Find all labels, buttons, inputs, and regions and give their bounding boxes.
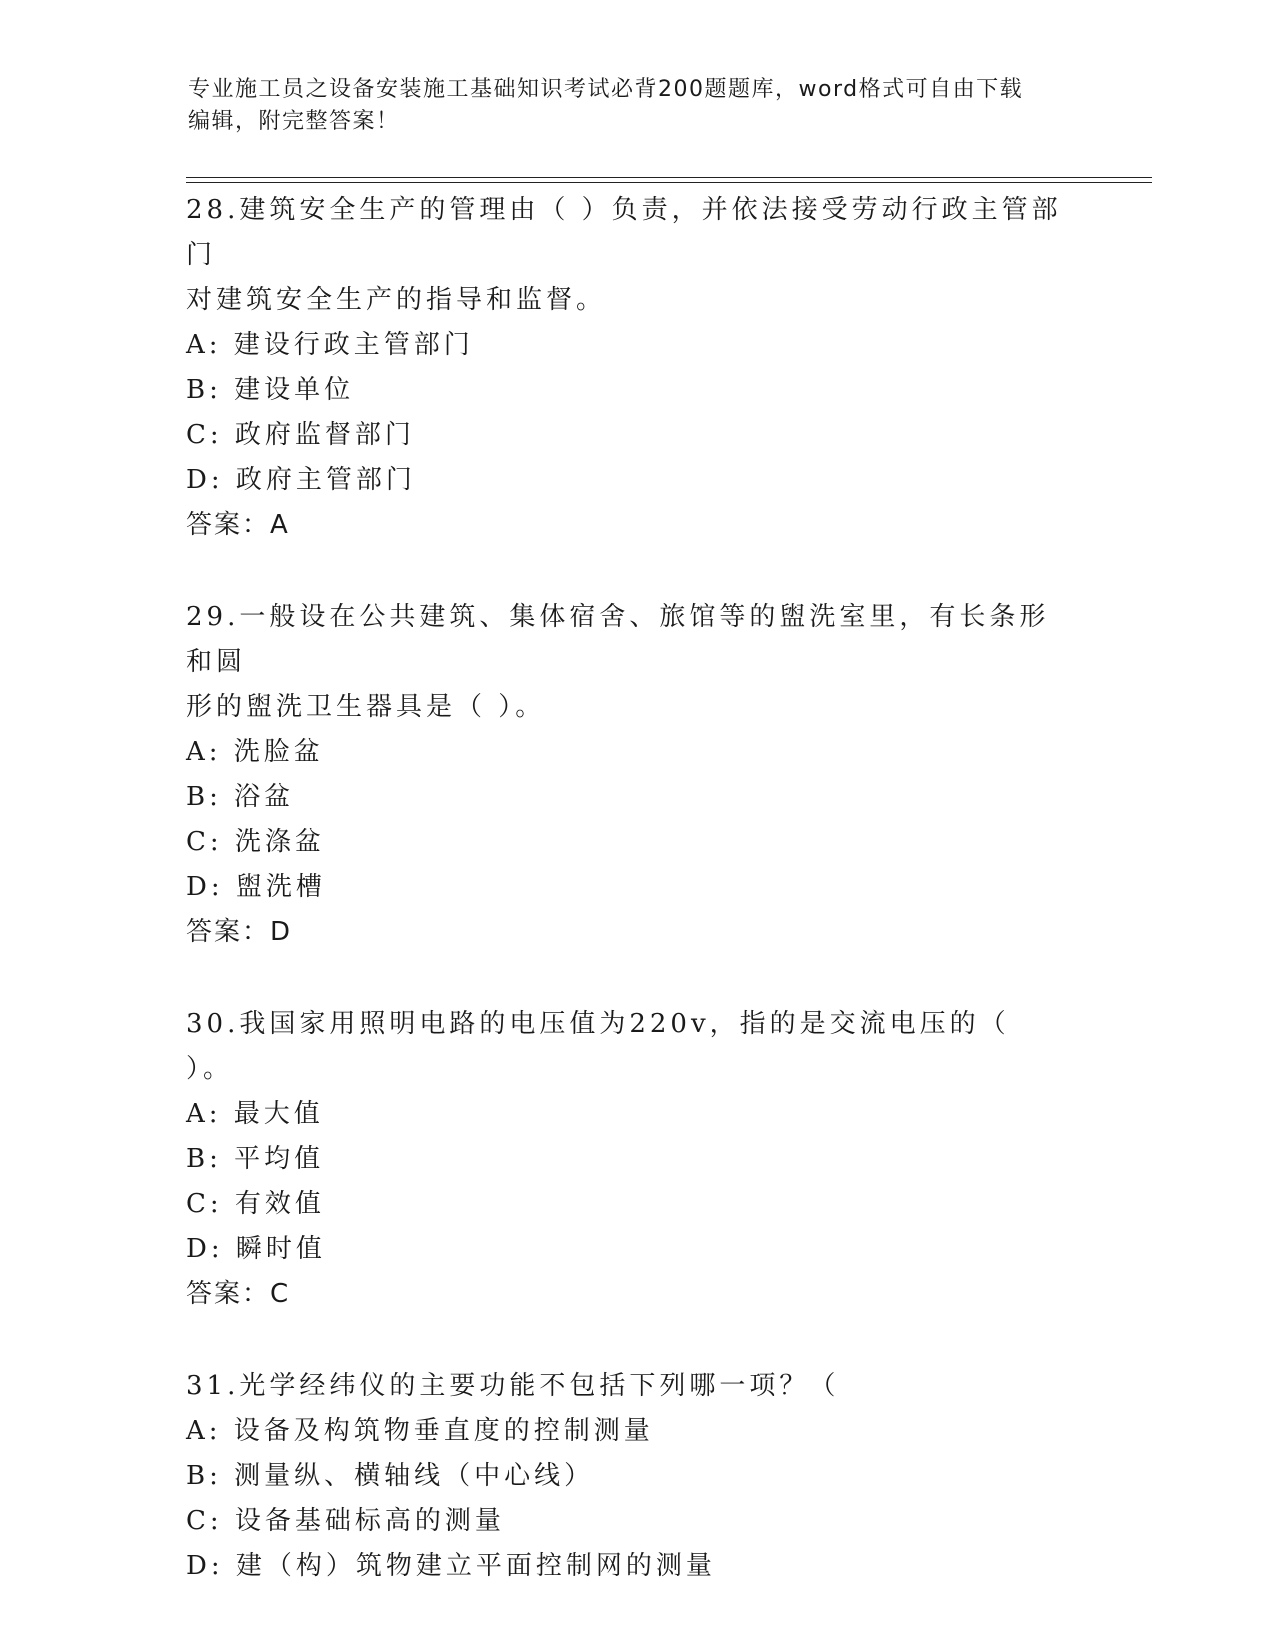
option-b: B: 平均值: [186, 1144, 325, 1174]
option-d: D: 建（构）筑物建立平面控制网的测量: [186, 1551, 716, 1581]
document-header: [188, 74, 1088, 138]
header-title-line2: 编辑，附完整答案！: [188, 109, 400, 134]
option-a: A: 最大值: [186, 1099, 324, 1129]
option-c: C: 有效值: [186, 1189, 325, 1219]
option-a: A: 设备及构筑物垂直度的控制测量: [186, 1416, 654, 1446]
question-text-line1: 31.光学经纬仪的主要功能不包括下列哪一项？（: [186, 1371, 840, 1401]
option-d: D: 盥洗槽: [186, 872, 326, 902]
option-b: B: 浴盆: [186, 782, 295, 812]
question-item: [186, 188, 1086, 548]
question-item: [186, 1364, 1086, 1589]
question-text-line1: 30.我国家用照明电路的电压值为220v，指的是交流电压的（ ）。: [186, 1009, 1010, 1084]
option-d: D: 瞬时值: [186, 1234, 326, 1264]
option-a: A: 洗脸盆: [186, 737, 324, 767]
question-text-line2: 形的盥洗卫生器具是（ ）。: [186, 692, 546, 722]
option-c: C: 洗涤盆: [186, 827, 325, 857]
option-b: B: 测量纵、横轴线（中心线）: [186, 1461, 595, 1491]
question-item: [186, 595, 1086, 955]
header-title-line1: 专业施工员之设备安装施工基础知识考试必背200题题库，word格式可自由下载: [188, 77, 1024, 102]
question-text-line1: 28.建筑安全生产的管理由（ ）负责，并依法接受劳动行政主管部门: [186, 195, 1062, 270]
option-c: C: 设备基础标高的测量: [186, 1506, 505, 1536]
header-divider-top: [186, 177, 1152, 178]
answer-label: 答案：D: [186, 917, 293, 947]
answer-label: 答案：C: [186, 1279, 291, 1309]
question-text-line1: 29.一般设在公共建筑、集体宿舍、旅馆等的盥洗室里，有长条形和圆: [186, 602, 1050, 677]
question-list: [186, 188, 1086, 1589]
answer-label: 答案：A: [186, 510, 290, 540]
option-c: C: 政府监督部门: [186, 420, 415, 450]
option-a: A: 建设行政主管部门: [186, 330, 474, 360]
header-divider-bottom: [186, 182, 1152, 183]
option-d: D: 政府主管部门: [186, 465, 416, 495]
question-item: [186, 1002, 1086, 1317]
question-text-line2: 对建筑安全生产的指导和监督。: [186, 285, 607, 315]
option-b: B: 建设单位: [186, 375, 355, 405]
